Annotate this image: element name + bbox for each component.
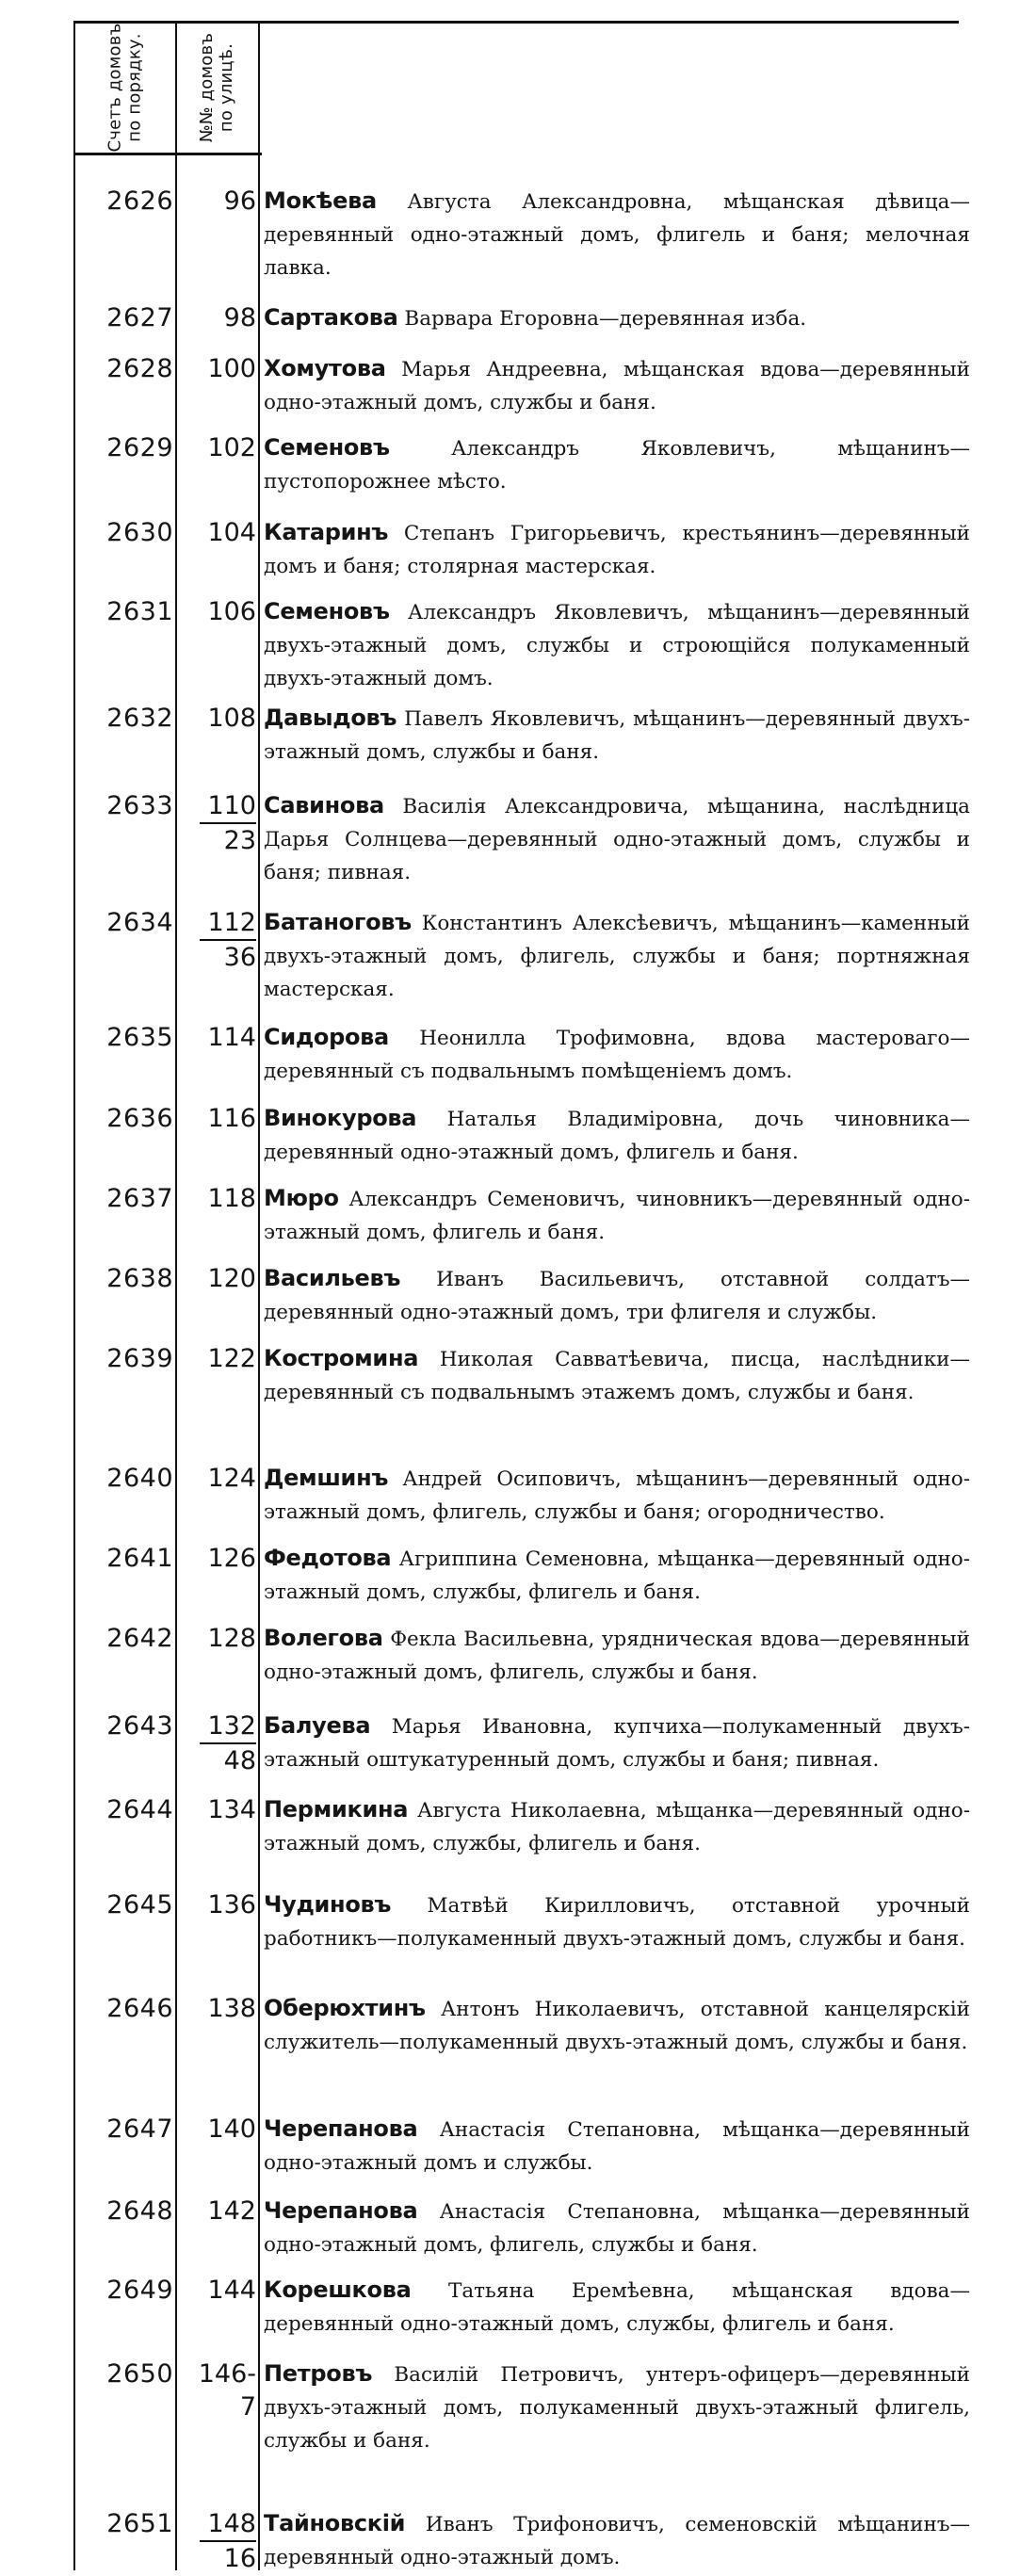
top-rule xyxy=(73,21,959,24)
property-description: Варвара Егоровна—деревянная изба. xyxy=(404,307,807,331)
owner-surname: Демшинъ xyxy=(264,1465,389,1491)
entry-text xyxy=(264,1182,970,1249)
entry-house-number xyxy=(183,906,256,975)
house-number-denominator: 36 xyxy=(223,943,256,972)
property-description: Марья Андреевна, мѣщанская вдова—деревянный одно-этажный домъ, службы и баня. xyxy=(264,358,970,414)
entry-house-number: 134 xyxy=(207,1795,256,1824)
entry-order-number: 2641 xyxy=(106,1544,173,1573)
entry-text xyxy=(264,1709,970,1776)
house-number-denominator: 23 xyxy=(223,826,256,855)
entry-house-number: 136 xyxy=(207,1890,256,1920)
owner-surname: Федотова xyxy=(264,1545,392,1571)
entry-house-number xyxy=(183,1709,256,1778)
entry-text xyxy=(264,1262,970,1329)
entry-text xyxy=(264,595,970,695)
entry-house-number: 146-7 xyxy=(198,2359,256,2422)
entry-house-number: 106 xyxy=(207,597,256,626)
entry-house-number: 124 xyxy=(207,1464,256,1493)
entry-order-number: 2631 xyxy=(106,597,173,626)
entry-text xyxy=(264,1462,970,1529)
entry-text xyxy=(264,1888,970,1955)
entry-order-number: 2629 xyxy=(106,433,173,462)
house-number-numerator: 112 xyxy=(200,907,256,941)
owner-surname: Тайновскій xyxy=(264,2510,406,2536)
entry-text xyxy=(264,1793,970,1860)
owner-surname: Корешкова xyxy=(264,2276,412,2303)
entry-text xyxy=(264,2507,970,2574)
entry-text xyxy=(264,702,970,769)
property-description: Александръ Яковлевичъ, мѣщанинъ—деревянный двухъ-этажный домъ, службы и строющійся полукаменный двухъ-этажный домъ. xyxy=(264,601,970,690)
entry-house-number: 120 xyxy=(207,1264,256,1293)
entry-order-number: 2639 xyxy=(106,1344,173,1373)
owner-surname: Оберюхтинъ xyxy=(264,1995,426,2021)
entry-text xyxy=(264,2274,970,2341)
owner-surname: Мокѣева xyxy=(264,187,377,214)
entry-order-number: 2642 xyxy=(106,1624,173,1653)
owner-surname: Чудиновъ xyxy=(264,1891,392,1918)
owner-surname: Васильевъ xyxy=(264,1265,401,1291)
entry-order-number: 2643 xyxy=(106,1711,173,1741)
owner-surname: Семеновъ xyxy=(264,598,390,624)
entry-order-number: 2626 xyxy=(106,186,173,216)
entry-order-number: 2650 xyxy=(106,2359,173,2389)
property-description: Николая Савватѣевича, писца, наслѣдники—деревянный съ подвальнымъ этажемъ домъ, службы и баня. xyxy=(264,1348,970,1404)
entry-order-number: 2634 xyxy=(106,908,173,937)
property-description: Фекла Васильевна, урядническая вдова—деревянный одно-этажный домъ, флигель, службы и баня. xyxy=(264,1628,970,1684)
column-divider-1 xyxy=(175,21,177,2570)
header-col-order xyxy=(75,24,173,151)
entry-house-number: 104 xyxy=(207,518,256,547)
entry-house-number: 118 xyxy=(207,1184,256,1213)
entry-order-number: 2640 xyxy=(106,1464,173,1493)
entry-order-number: 2637 xyxy=(106,1184,173,1213)
entry-order-number: 2648 xyxy=(106,2196,173,2226)
owner-surname: Петровъ xyxy=(264,2360,373,2387)
property-description: Иванъ Трифоновичъ, семеновскій мѣщанинъ—деревянный одно-этажный домъ. xyxy=(264,2513,970,2569)
house-number-denominator: 16 xyxy=(223,2544,256,2573)
owner-surname: Давыдовъ xyxy=(264,705,397,731)
property-description: Павелъ Яковлевичъ, мѣщанинъ—деревянный двухъ-этажный домъ, службы и баня. xyxy=(264,707,970,764)
header-col-street-number xyxy=(177,24,256,151)
house-number-numerator: 110 xyxy=(200,790,256,824)
property-description: Наталья Владиміровна, дочь чиновника—деревянный одно-этажный домъ, флигель и баня. xyxy=(264,1108,970,1164)
property-description: Августа Николаевна, мѣщанка—деревянный одно-этажный домъ, службы, флигель и баня. xyxy=(264,1799,970,1855)
property-description: Неонилла Трофимовна, вдова мастероваго—деревянный съ подвальнымъ помѣщеніемъ домъ. xyxy=(264,1027,970,1083)
property-description: Марья Ивановна, купчиха—полукаменный двухъ-этажный оштукатуренный домъ, службы и баня; пивная. xyxy=(264,1715,970,1772)
entry-text xyxy=(264,1622,970,1689)
property-description: Татьяна Еремѣевна, мѣщанская вдова—деревянный одно-этажный домъ, службы, флигель и баня. xyxy=(264,2279,970,2336)
entry-house-number: 122 xyxy=(207,1344,256,1373)
house-number-denominator: 48 xyxy=(223,1746,256,1775)
entry-house-number xyxy=(183,2507,256,2576)
entry-house-number: 140 xyxy=(207,2114,256,2144)
entry-order-number: 2645 xyxy=(106,1890,173,1920)
entry-text xyxy=(264,2195,970,2261)
property-description: Василій Петровичъ, унтеръ-офицеръ—деревянный двухъ-этажный домъ, полукаменный двухъ-этажный флигель, службы и баня. xyxy=(264,2363,971,2453)
entry-text xyxy=(264,1992,970,2059)
owner-surname: Винокурова xyxy=(264,1105,417,1131)
owner-surname: Катаринъ xyxy=(264,519,389,545)
entry-order-number: 2633 xyxy=(106,791,173,820)
entry-text xyxy=(264,516,970,583)
owner-surname: Мюро xyxy=(264,1185,339,1211)
left-border xyxy=(73,21,75,2570)
entry-order-number: 2628 xyxy=(106,354,173,383)
owner-surname: Пермикина xyxy=(264,1796,409,1823)
entry-order-number: 2630 xyxy=(106,518,173,547)
entry-text xyxy=(264,352,970,419)
entry-text xyxy=(264,1102,970,1169)
entry-order-number: 2627 xyxy=(106,303,173,332)
entry-text xyxy=(264,1021,970,1088)
entry-text xyxy=(264,1342,970,1409)
property-description: Константинъ Алексѣевичъ, мѣщанинъ—каменный двухъ-этажный домъ, флигель, службы и баня; портняжная мастерская. xyxy=(264,912,970,1001)
entry-order-number: 2644 xyxy=(106,1795,173,1824)
entry-house-number xyxy=(183,789,256,858)
property-description: Иванъ Васильевичъ, отставной солдатъ—деревянный одно-этажный домъ, три флигеля и службы. xyxy=(264,1268,970,1324)
header-col-order-label: Счетъ домовъ по порядку. xyxy=(105,23,145,153)
house-number-numerator: 132 xyxy=(200,1710,256,1744)
entry-house-number: 114 xyxy=(207,1023,256,1052)
owner-surname: Хомутова xyxy=(264,355,386,381)
entry-house-number: 116 xyxy=(207,1104,256,1133)
column-divider-2 xyxy=(258,21,260,2570)
property-description: Василія Александровича, мѣщанина, наслѣдница Дарья Солнцева—деревянный одно-этажный домъ, службы и баня; пивная. xyxy=(264,795,970,884)
entry-order-number: 2636 xyxy=(106,1104,173,1133)
entry-text xyxy=(264,301,970,335)
owner-surname: Костромина xyxy=(264,1345,419,1371)
entry-text xyxy=(264,2113,970,2179)
property-description: Александръ Семеновичъ, чиновникъ—деревянный одно-этажный домъ, флигель и баня. xyxy=(264,1188,970,1244)
property-description: Андрей Осиповичъ, мѣщанинъ—деревянный одно-этажный домъ, флигель, службы и баня; огородничество. xyxy=(264,1467,970,1524)
entry-order-number: 2651 xyxy=(106,2509,173,2538)
property-description: Агриппина Семеновна, мѣщанка—деревянный одно-этажный домъ, службы, флигель и баня. xyxy=(264,1547,970,1604)
property-description: Августа Александровна, мѣщанская дѣвица—деревянный одно-этажный домъ, флигель и баня; мелочная лавка. xyxy=(264,190,970,280)
entry-house-number: 144 xyxy=(207,2276,256,2305)
owner-surname: Волегова xyxy=(264,1625,383,1651)
owner-surname: Балуева xyxy=(264,1712,371,1739)
entry-house-number: 96 xyxy=(223,186,256,216)
owner-surname: Семеновъ xyxy=(264,434,390,461)
entry-house-number: 100 xyxy=(207,354,256,383)
header-underline xyxy=(73,153,262,155)
entry-order-number: 2638 xyxy=(106,1264,173,1293)
owner-surname: Батаноговъ xyxy=(264,909,412,935)
owner-surname: Черепанова xyxy=(264,2115,418,2142)
entry-text xyxy=(264,906,970,1006)
entry-order-number: 2646 xyxy=(106,1994,173,2023)
entry-house-number: 128 xyxy=(207,1624,256,1653)
property-description: Матвѣй Кирилловичъ, отставной урочный работникъ—полукаменный двухъ-этажный домъ, службы и баня. xyxy=(264,1894,970,1951)
entry-order-number: 2635 xyxy=(106,1023,173,1052)
entry-order-number: 2632 xyxy=(106,704,173,733)
owner-surname: Черепанова xyxy=(264,2197,418,2224)
entry-house-number: 108 xyxy=(207,704,256,733)
header-col-street-number-label: №№ домовъ по улицѣ. xyxy=(197,32,236,143)
property-description: Александръ Яковлевичъ, мѣщанинъ—пустопорожнее мѣсто. xyxy=(264,437,970,494)
entry-house-number: 138 xyxy=(207,1994,256,2023)
entry-order-number: 2649 xyxy=(106,2276,173,2305)
property-description: Анастасія Степановна, мѣщанка—деревянный одно-этажный домъ, флигель, службы и баня. xyxy=(264,2200,970,2257)
entry-text xyxy=(264,1542,970,1609)
property-description: Степанъ Григорьевичъ, крестьянинъ—деревянный домъ и баня; столярная мастерская. xyxy=(264,522,970,578)
entry-house-number: 102 xyxy=(207,433,256,462)
entry-text xyxy=(264,431,970,498)
entry-order-number: 2647 xyxy=(106,2114,173,2144)
house-number-numerator: 148 xyxy=(200,2508,256,2542)
property-description: Анастасія Степановна, мѣщанка—деревянный одно-этажный домъ и службы. xyxy=(264,2118,970,2175)
entry-house-number: 126 xyxy=(207,1544,256,1573)
entry-text xyxy=(264,2357,970,2457)
entry-text xyxy=(264,789,970,889)
entry-house-number: 98 xyxy=(223,303,256,332)
owner-surname: Сидорова xyxy=(264,1024,389,1050)
entry-house-number: 142 xyxy=(207,2196,256,2226)
owner-surname: Сартакова xyxy=(264,304,398,331)
property-description: Антонъ Николаевичъ, отставной канцелярскій служитель—полукаменный двухъ-этажный домъ, службы и баня. xyxy=(264,1998,971,2054)
entry-text xyxy=(264,185,970,284)
owner-surname: Савинова xyxy=(264,792,384,818)
